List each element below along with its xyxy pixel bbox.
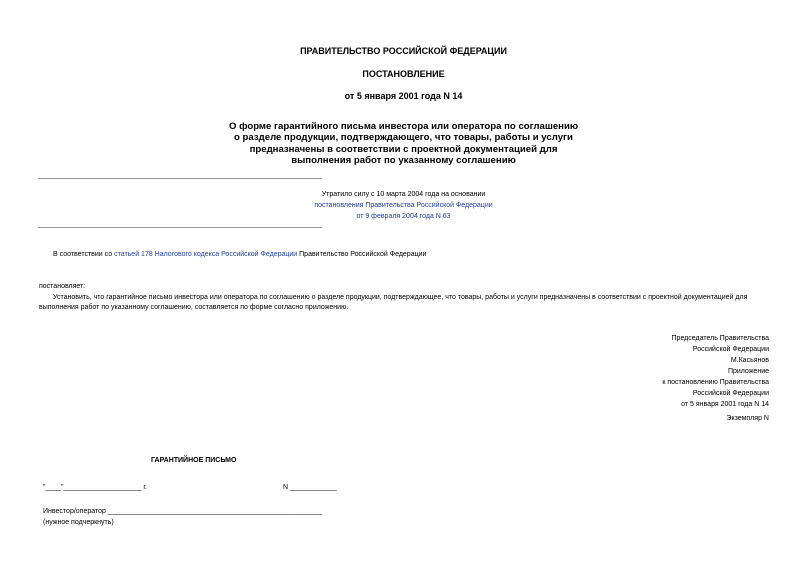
- divider-bottom: [38, 227, 322, 228]
- repeal-link-line2[interactable]: от 9 февраля 2004 года N 63: [356, 213, 451, 220]
- form-title: ГАРАНТИЙНОЕ ПИСЬМО: [151, 457, 237, 464]
- document-type: ПОСТАНОВЛЕНИЕ: [362, 69, 445, 79]
- number-field: N ____________: [283, 484, 337, 491]
- title-line: о разделе продукции, подтверждающего, что товары, работы и услуги: [234, 132, 573, 144]
- appendix-ref-2: Российской Федерации: [692, 390, 769, 397]
- date-field: "____"____________________ г.: [43, 484, 147, 491]
- copy-number: Экземпляр N: [726, 415, 769, 422]
- appendix-label: Приложение: [727, 368, 769, 375]
- tax-code-link[interactable]: статьей 178 Налогового кодекса Российской Федерации: [114, 251, 298, 258]
- document-date-number: от 5 января 2001 года N 14: [344, 91, 463, 101]
- appendix-ref-1: к постановлению Правительства: [662, 379, 769, 386]
- underline-note: (нужное подчеркнуть): [43, 519, 114, 526]
- resolves-label: постановляет:: [39, 283, 86, 290]
- preamble-suffix: Правительство Российской Федерации: [297, 251, 427, 258]
- appendix-ref-3: от 5 января 2001 года N 14: [681, 401, 769, 408]
- investor-field: Инвестор/оператор _______________________________________________________: [43, 508, 322, 515]
- preamble-prefix: В соответствии со: [53, 251, 115, 258]
- signature-block: [662, 333, 769, 410]
- repeal-note-text: Утратило силу с 10 марта 2004 года на основании: [321, 191, 486, 198]
- decree-line-1: Установить, что гарантийное письмо инвестора или оператора по соглашению о разделе продукции, подтверждающее, что товары, работы и услуги предназначены в соответствии с проектной документацией для: [53, 294, 748, 301]
- repeal-link-line1[interactable]: постановления Правительства Российской Федерации: [314, 202, 493, 209]
- preamble: [53, 249, 426, 260]
- signature-name: М.Касьянов: [730, 357, 769, 364]
- government-heading: ПРАВИТЕЛЬСТВО РОССИЙСКОЙ ФЕДЕРАЦИИ: [300, 46, 507, 56]
- title-line: О форме гарантийного письма инвестора или оператора по соглашению: [228, 121, 579, 132]
- signature-position-1: Председатель Правительства: [671, 335, 769, 342]
- decree-line-2: выполнения работ по указанному соглашению, составляется по форме согласно приложению.: [39, 304, 349, 311]
- divider-top: [38, 178, 322, 179]
- signature-position-2: Российской Федерации: [692, 346, 769, 353]
- title-line: выполнения работ по указанному соглашению: [291, 155, 516, 167]
- repeal-note: [0, 189, 807, 222]
- title-line: предназначены в соответствии с проектной документацией для: [249, 143, 558, 155]
- document-title: [0, 121, 807, 167]
